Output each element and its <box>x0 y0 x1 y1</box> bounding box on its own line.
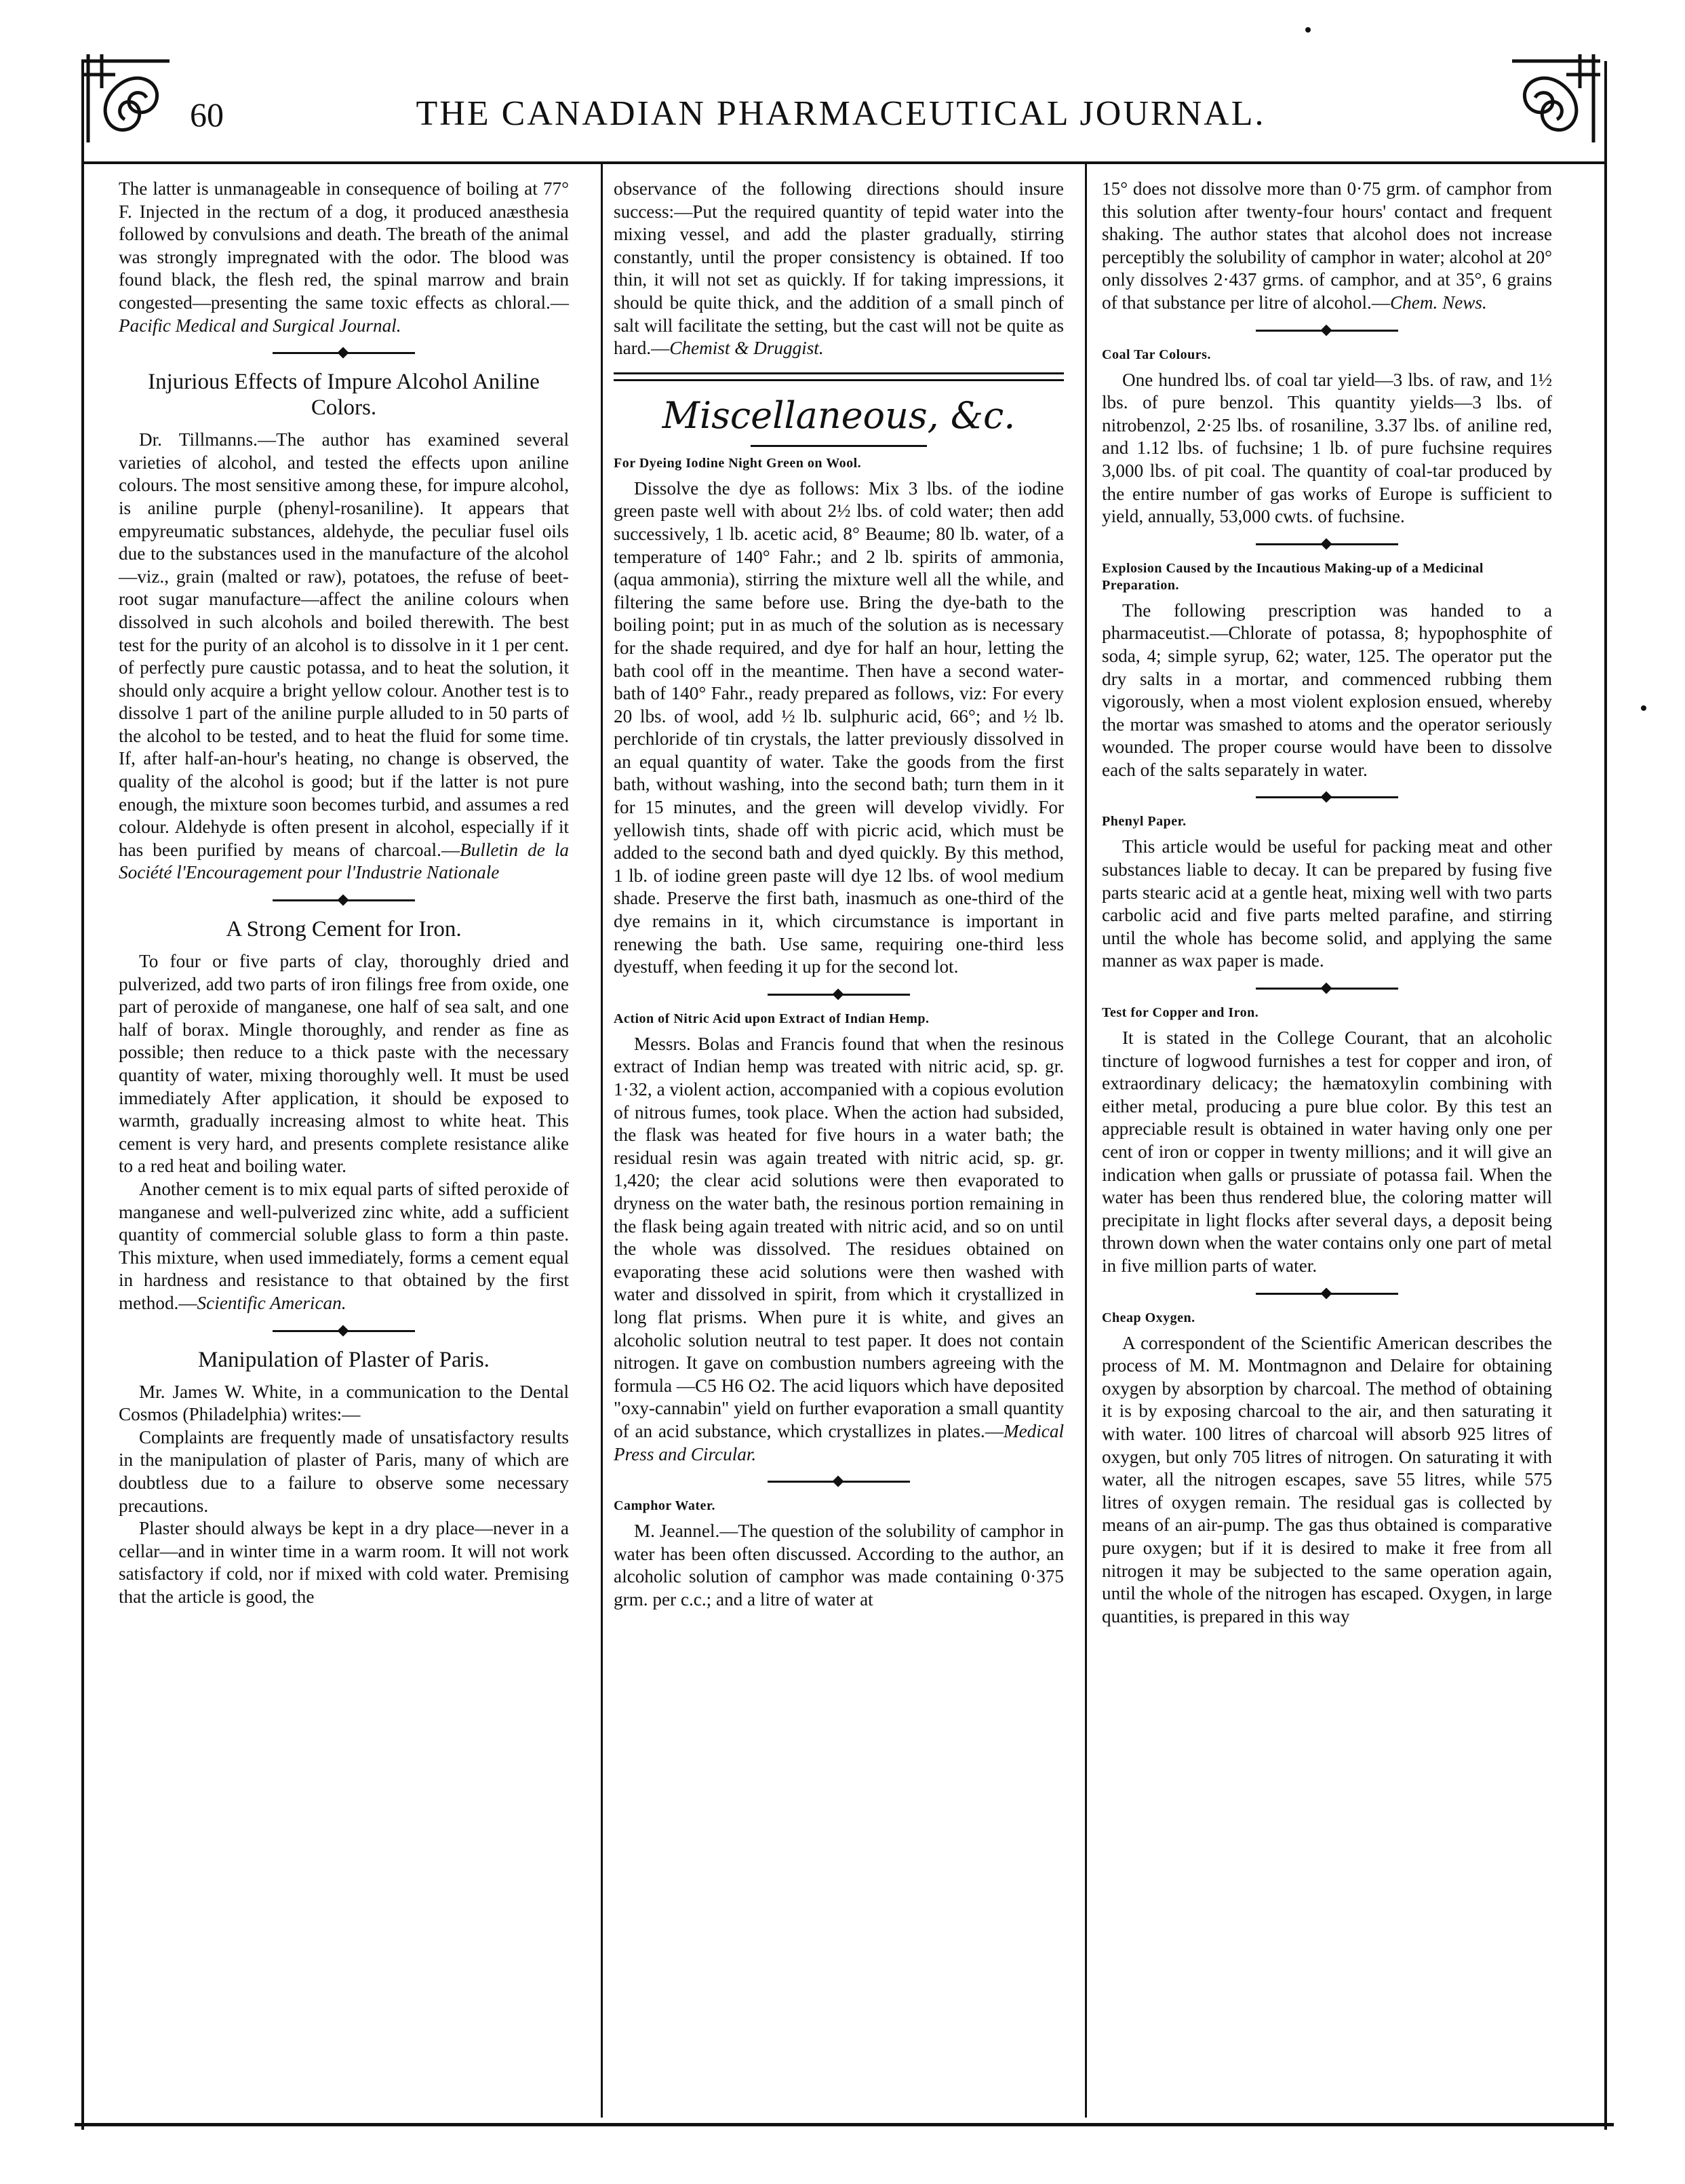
paragraph: observance of the following directions should insure success:—Put the required quantity of tepid water into the mixing vessel, and add the plaster gradually, stirring constantly, until the proper consistency is obtained. If too thin, it will not set as quickly. If for taking impressions, it should be quite thick, and the addition of a small pinch of salt will facilitate the setting, but the cast will not be quite as hard.— <box>614 178 1064 359</box>
citation: Bulletin de la Société l'Encouragement pour l'Industrie Nationale <box>119 839 569 883</box>
footer-rule <box>75 2123 1614 2126</box>
article-text <box>614 178 1064 360</box>
article-heading: Manipulation of Plaster of Paris. <box>198 1347 490 1372</box>
article-text <box>119 429 569 884</box>
article-heading: Test for Copper and Iron. <box>1102 1005 1259 1021</box>
article-text <box>614 1033 1064 1466</box>
citation: Pacific Medical and Surgical Journal. <box>119 315 401 336</box>
article-heading: Coal Tar Colours. <box>1102 347 1211 362</box>
separator <box>273 352 415 354</box>
citation: Medical Press and Circular. <box>614 1420 1064 1464</box>
paragraph: The latter is unmanageable in consequence of boiling at 77° F. Injected in the rectum of a dog, it produced anæsthesia followed by convulsions and death. The breath of the animal was strongly impregnated with the odor. The blood was found black, the flesh red, the spinal marrow and brain congested—presenting the same toxic effects as chloral.— <box>119 178 569 313</box>
column-2 <box>614 178 1064 1611</box>
margin-speck <box>1305 27 1311 33</box>
section-heading: Miscellaneous, &c. <box>662 393 1016 437</box>
paragraph: Mr. James W. White, in a communication to the Dental Cosmos (Philadelphia) writes:— <box>119 1381 569 1425</box>
paragraph: Complaints are frequently made of unsatisfactory results in the manipulation of plaster of Paris, many of which are doubtless due to a failure to observe some necessary precautions. <box>119 1426 569 1516</box>
section-underline <box>751 445 927 447</box>
paragraph: Plaster should always be kept in a dry place—never in a cellar—and in winter time in a warm room. It will not work satisfactory if cold, nor if mixed with cold water. Premising that the article is good, the <box>119 1518 569 1607</box>
paragraph: 15° does not dissolve more than 0·75 grm. of camphor from this solution after twenty-four hours' contact and frequent shaking. The author states that alcohol does not increase perceptibly the solubility of camphor in water; alcohol at 20° only dissolves 2·437 grms. of camphor, and at 35°, 6 grains of that substance per litre of alcohol.— <box>1102 178 1552 313</box>
separator <box>1256 330 1398 332</box>
citation: Scientific American. <box>197 1292 346 1313</box>
header-rule <box>81 161 1607 164</box>
paragraph: Dr. Tillmanns.—The author has examined several varieties of alcohol, and tested the effects upon aniline colours. The most sensitive among these, for impure alcohol, is aniline purple (phenyl-rosaniline). It appears that empyreumatic substances, aldehyde, the peculiar fusel oils due to the substances used in the manufacture of the alcohol—viz., grain (malted or raw), potatoes, the refuse of beet-root sugar manufacture—affect the aniline colours when dissolved in such alcohols and boiled therewith. The best test for the purity of an alcohol is to dissolve in it 1 per cent. of perfectly pure caustic potassa, and to heat the solution, it should only acquire a bright yellow colour. Another test is to dissolve 1 part of the aniline purple alluded to in 50 parts of the alcohol to be tested, and to heat the fluid for some time. If, after half-an-hour's heating, no change is observed, the quality of the alcohol is good; but if the latter is not pure enough, the mixture soon becomes turbid, and assumes a red colour. Aldehyde is often present in alcohol, especially if it has been purified by means of charcoal.— <box>119 429 569 860</box>
separator <box>1256 1293 1398 1295</box>
page-number: 60 <box>190 96 224 134</box>
article-heading: Camphor Water. <box>614 1498 715 1514</box>
separator <box>768 1481 910 1483</box>
column-3 <box>1102 178 1552 1628</box>
column-rule-2 <box>1085 164 1087 2118</box>
running-title: THE CANADIAN PHARMACEUTICAL JOURNAL. <box>416 94 1266 133</box>
page-header <box>75 47 1607 149</box>
article-heading: Phenyl Paper. <box>1102 814 1187 830</box>
citation: Chem. News. <box>1390 292 1487 313</box>
citation: Chemist & Druggist. <box>669 338 824 359</box>
paragraph: It is stated in the College Courant, that an alcoholic tincture of logwood furnishes a test for copper and iron, of extraordinary delicacy; the hæmatoxylin combining with either metal, producing a pure blue color. By this test an appreciable result is obtained in water having only one per cent of iron or copper in twenty millions; and it will give an indication when galls or prussiate of potassa fail. When the water has been thus rendered blue, the coloring matter will precipitate in light flocks after several days, a deposit being thrown down when the water contains only one part of metal in five million parts of water. <box>1102 1028 1552 1276</box>
paragraph: A correspondent of the Scientific American describes the process of M. M. Montmagnon and Delaire for obtaining oxygen by absorption by charcoal. The method of obtaining it is by exposing charcoal to the air, and then saturating it with water. 100 litres of charcoal will absorb 925 litres of oxygen, but only 705 litres of nitrogen. On saturating it with water, all the nitrogen escapes, save 55 litres, while 575 litres of oxygen remain. The residual gas is collected by means of an air-pump. The gas thus obtained is comparative pure oxygen; but if it is desired to make it free from all nitrogen it may be subjected to the same operation again, until the whole of the nitrogen has escaped. Oxygen, in large quantities, is prepared in this way <box>1102 1332 1552 1626</box>
article-heading: Action of Nitric Acid upon Extract of Indian Hemp. <box>614 1011 930 1026</box>
article-heading: A Strong Cement for Iron. <box>226 917 462 942</box>
separator <box>768 994 910 996</box>
paragraph: M. Jeannel.—The question of the solubility of camphor in water has been often discussed. According to the author, an alcoholic solution of camphor was made containing 0·375 grm. per c.c.; and a litre of water at <box>614 1521 1064 1610</box>
frame-left-rule <box>81 61 84 2130</box>
article-text <box>119 1178 569 1315</box>
paragraph: Another cement is to mix equal parts of sifted peroxide of manganese and well-pulverized zinc white, add a sufficient quantity of commercial soluble glass to form a thin paste. This mixture, when used immediately, forms a cement equal in hardness and resistance to that obtained by the first method.— <box>119 1178 569 1313</box>
paragraph: To four or five parts of clay, thoroughly dried and pulverized, add two parts of iron filings free from oxide, one part of peroxide of manganese, one half of sea salt, and one half of borax. Mingle thoroughly, and render as fine as possible; then reduce to a thick paste with the necessary quantity of water, mixing thoroughly well. It must be used immediately After application, it should be exposed to warmth, gradually increasing almost to white heat. This cement is very hard, and presents complete resistance alike to a red heat and boiling water. <box>119 951 569 1177</box>
paragraph: This article would be useful for packing meat and other substances liable to decay. It can be prepared by fusing five parts stearic acid at a gentle heat, mixing well with two parts carbolic acid and five parts melted parafine, and stirring until the whole has become solid, and applying the same manner as wax paper is made. <box>1102 836 1552 971</box>
separator <box>273 899 415 901</box>
separator <box>1256 988 1398 990</box>
article-text <box>1102 178 1552 315</box>
separator <box>273 1330 415 1332</box>
article-heading: Injurious Effects of Impure Alcohol Aniline Colors. <box>148 370 540 421</box>
column-rule-1 <box>601 164 603 2118</box>
paragraph: The following prescription was handed to a pharmaceutist.—Chlorate of potassa, 8; hypophosphite of soda, 4; simple syrup, 62; water, 125. The operator put the dry salts in a mortar, and commenced rubbing them vigorously, when a most violent explosion ensued, whereby the mortar was smashed to atoms and the operator seriously wounded. The proper course would have been to dissolve each of the salts separately in water. <box>1102 600 1552 780</box>
article-heading: Cheap Oxygen. <box>1102 1310 1195 1325</box>
frame-right-rule <box>1604 61 1607 2130</box>
paragraph: One hundred lbs. of coal tar yield—3 lbs. of raw, and 1½ lbs. of pure benzol. This quantity yields—3 lbs. of nitrobenzol, 2·25 lbs. of rosaniline, 3.37 lbs. of aniline red, and 1.12 lbs. of fuchsine; 1 lb. of pure fuchsine requires 3,000 lbs. of pit coal. The quantity of coal-tar produced by the entire number of gas works of Europe is sufficient to yield, annually, 53,000 cwts. of fuchsine. <box>1102 369 1552 527</box>
column-1 <box>119 178 569 1608</box>
separator <box>1256 543 1398 545</box>
separator <box>1256 796 1398 798</box>
article-text <box>119 178 569 337</box>
corner-ornament-right-icon <box>1505 47 1607 149</box>
article-heading: Explosion Caused by the Incautious Making-up of a Medicinal Preparation. <box>1102 560 1484 593</box>
article-heading: For Dyeing Iodine Night Green on Wool. <box>614 455 862 471</box>
margin-speck <box>1641 705 1646 711</box>
paragraph: Dissolve the dye as follows: Mix 3 lbs. of the iodine green paste well with about 2½ lbs. of cold water; then add successively, 1 lb. acetic acid, 8° Beaume; 80 lb. water, of a temperature of 140° Fahr.; and 2 lb. spirits of ammonia, (aqua ammonia), stirring the mixture well all the while, and filtering the same before use. Bring the dye-bath to the boiling point; put in as much of the solution as is necessary for the shade required, and dye for half an hour, letting the bath cool off in the meantime. Then have a second water-bath of 140° Fahr., ready prepared as follows, viz: For every 20 lbs. of wool, add ½ lb. sulphuric acid, 66°; and ½ lb. perchloride of tin crystals, the latter previously dissolved in an equal quantity of water. Take the goods from the first bath, without washing, into the second bath; turn them in it for 15 minutes, and the green will develop vividly. For yellowish tints, shade off with picric acid, which must be added to the second bath and dyed quickly. By this method, 1 lb. of iodine green paste will dye 12 lbs. of wool medium shade. Preserve the first bath, inasmuch as one-third of the dye remains in it, which circumstance is important in renewing the bath. Use same, requiring one-third less dyestuff, when feeding it up for the second lot. <box>614 477 1064 977</box>
double-rule <box>614 372 1064 381</box>
paragraph: Messrs. Bolas and Francis found that when the resinous extract of Indian hemp was treated with nitric acid, sp. gr. 1·32, a violent action, accompanied with a copious evolution of nitrous fumes, took place. When the action had subsided, the flask was heated for five hours in a water bath; the residual resin was again treated with nitric acid, sp. gr. 1,420; the clear acid solutions were then evaporated to dryness on the water bath, the resinous portion remaining in the flask being again treated with nitric acid, and so on until the whole was dissolved. The residues obtained on evaporating these acid solutions were then washed with water and dissolved in spirit, from which it crystallized in long flat prisms. When pure it is white, and gives an alcoholic solution neutral to test paper. It does not contain nitrogen. It gave on combustion numbers agreeing with the formula —C5 H6 O2. The acid liquors which have deposited "oxy-cannabin" yield on further evaporation a small quantity of an acid substance, which crystallizes in plates.— <box>614 1033 1064 1441</box>
